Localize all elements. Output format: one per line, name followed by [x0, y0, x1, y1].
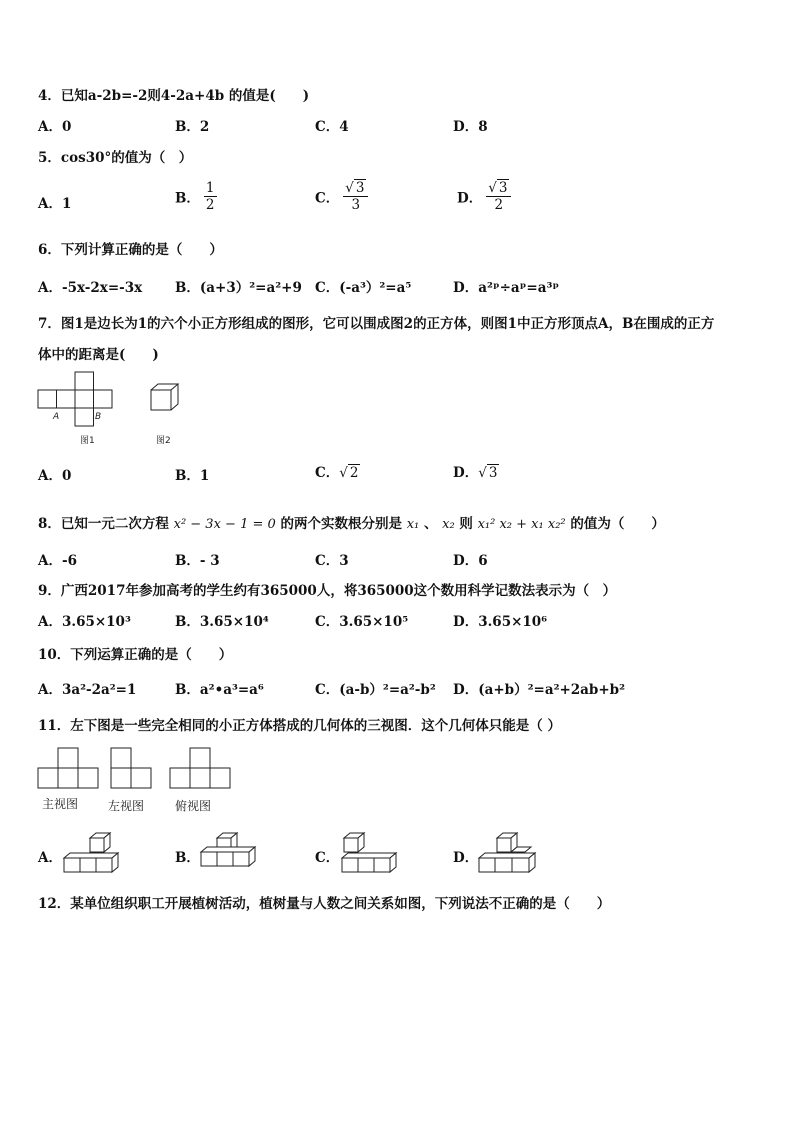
sqrt-radicand: 3 [488, 465, 498, 481]
q10-option-c: C．(a-b）²=a²-b² [315, 682, 436, 698]
cube-top [342, 853, 396, 858]
q5-option-b [175, 180, 217, 213]
sqrt-symbol: √ 3 [488, 180, 508, 196]
q11-option-b-solid [199, 832, 261, 872]
cube-front [495, 858, 512, 872]
cube-front [64, 858, 80, 872]
q10-option-a: A．3a²-2a²=1 [38, 682, 137, 698]
question-11-stem: 11．左下图是一些完全相同的小正方体搭成的几何体的三视图．这个几何体只能是（ ） [38, 718, 561, 734]
q4-option-c: C．4 [315, 119, 349, 135]
cube-front [80, 858, 96, 872]
sqrt-radicand: 2 [349, 465, 359, 481]
q8-stem-then: 则 [459, 516, 473, 532]
q5-option-b-fraction [204, 180, 217, 213]
q4-option-a: A．0 [38, 119, 72, 135]
view-square [131, 768, 151, 788]
question-8-stem [38, 512, 665, 532]
question-7-stem-line2: 体中的距离是( ) [38, 347, 159, 363]
q7-option-c-label: C． [315, 465, 340, 481]
question-6-stem: 6．下列计算正确的是（ ） [38, 242, 223, 258]
q11-option-c: C． [315, 850, 340, 866]
front-view-caption: 主视图 [42, 797, 79, 811]
fraction-numerator: 1 [205, 180, 215, 196]
figure1-caption: 图1 [80, 436, 95, 446]
cube-front [96, 858, 112, 872]
cube-front [358, 858, 374, 872]
fraction-numerator [343, 180, 368, 197]
cube-front [512, 858, 529, 872]
cube-front [233, 852, 249, 866]
sqrt-symbol: √ 3 [345, 180, 365, 196]
cube-front [201, 852, 217, 866]
view-square [111, 748, 131, 768]
q8-stem-suffix: 的值为（ ） [570, 516, 665, 532]
cube-top [201, 847, 255, 852]
view-square [78, 768, 98, 788]
q7-figure2-cube [150, 383, 180, 413]
fraction-denominator: 3 [351, 197, 361, 213]
cube-front [217, 852, 233, 866]
net-square [75, 390, 94, 408]
q5-option-a: A．1 [38, 196, 72, 212]
view-square [210, 768, 230, 788]
net-square [57, 390, 76, 408]
question-5-stem: 5．cos30°的值为（ ） [38, 150, 193, 166]
q7-option-d-label: D． [453, 465, 479, 481]
view-square [38, 768, 58, 788]
q8-stem-prefix: 8．已知一元二次方程 [38, 516, 169, 532]
cube-top-face [151, 384, 178, 390]
q7-option-c [315, 461, 360, 481]
q8-root-x2: x₂ [442, 517, 455, 532]
cube-front [342, 858, 358, 872]
q8-stem-middle: 的两个实数根分别是 [280, 516, 402, 532]
net-square [75, 372, 94, 390]
vertex-label-b: B [95, 412, 102, 422]
q7-option-a: A．0 [38, 468, 72, 484]
q5-option-c-fraction [343, 180, 368, 213]
q11-option-d-solid [477, 832, 539, 872]
fraction-numerator [486, 180, 511, 197]
q8-separator: 、 [423, 516, 438, 532]
q11-option-a: A． [38, 850, 62, 866]
cube-front [479, 858, 495, 872]
q8-equation: x² − 3x − 1 = 0 [173, 517, 276, 532]
q5-option-d-fraction [486, 180, 511, 213]
q6-option-a: A．-5x-2x=-3x [38, 280, 143, 296]
net-square [75, 408, 94, 426]
q11-option-a-solid [62, 832, 124, 872]
q8-expression: x₁² x₂ + x₁ x₂² [477, 517, 566, 532]
q5-option-c-label: C． [315, 190, 340, 207]
question-4-stem: 4．已知a-2b=-2则4-2a+4b 的值是( ) [38, 88, 310, 104]
q5-option-c [315, 180, 368, 213]
view-square [58, 768, 78, 788]
view-square [111, 768, 131, 788]
left-view-diagram [111, 748, 151, 790]
question-9-stem: 9．广西2017年参加高考的学生约有365000人，将365000这个数用科学记数法表示为（ ） [38, 583, 617, 599]
q7-figure1-net [38, 372, 118, 430]
view-square [170, 768, 190, 788]
q6-option-d: D．a²ᵖ÷aᵖ=a³ᵖ [453, 280, 560, 296]
q9-option-d: D．3.65×10⁶ [453, 614, 548, 630]
sqrt-radicand: 3 [498, 180, 508, 196]
net-square [94, 390, 113, 408]
q10-option-b: B．a²•a³=a⁶ [175, 682, 264, 698]
question-7-stem-line1: 7．图1是边长为1的六个小正方形组成的图形，它可以围成图2的正方体，则图1中正方形顶点A，B在围成的正方 [38, 316, 715, 332]
top-view-diagram [170, 748, 230, 790]
q11-option-b: B． [175, 850, 200, 866]
q4-option-b: B．2 [175, 119, 210, 135]
question-10-stem: 10．下列运算正确的是（ ） [38, 647, 233, 663]
q11-option-c-solid [340, 832, 402, 874]
view-square [190, 768, 210, 788]
cube-front [497, 838, 511, 852]
q11-option-d: D． [453, 850, 479, 866]
q10-option-d: D．(a+b）²=a²+2ab+b² [453, 682, 626, 698]
view-square [58, 748, 78, 768]
q6-option-b: B．(a+3）²=a²+9 [175, 280, 302, 296]
vertex-label-a: A [53, 412, 60, 422]
q8-option-c: C．3 [315, 553, 349, 569]
front-view-diagram [38, 748, 98, 790]
top-view-caption: 俯视图 [175, 799, 212, 813]
sqrt-radicand: 3 [355, 180, 365, 196]
q5-option-d [457, 180, 511, 213]
q8-option-a: A．-6 [38, 553, 77, 569]
q5-option-b-label: B． [175, 190, 200, 207]
cube-front [90, 838, 104, 852]
sqrt-symbol: √ 2 [339, 465, 359, 481]
cube-front [344, 838, 358, 852]
question-12-stem: 12．某单位组织职工开展植树活动，植树量与人数之间关系如图，下列说法不正确的是（ ） [38, 896, 611, 912]
q6-option-c: C．(-a³）²=a⁵ [315, 280, 412, 296]
view-square [190, 748, 210, 768]
cube-top [479, 853, 535, 858]
figure2-caption: 图2 [156, 436, 171, 446]
left-view-caption: 左视图 [108, 799, 145, 813]
q8-root-x1: x₁ [406, 517, 420, 532]
cube-top [64, 853, 118, 858]
q4-option-d: D．8 [453, 119, 488, 135]
q7-option-d [453, 461, 499, 481]
cube-front-face [151, 390, 171, 410]
fraction-denominator: 2 [205, 197, 215, 213]
net-square [38, 390, 57, 408]
cube-front [374, 858, 390, 872]
q9-option-b: B．3.65×10⁴ [175, 614, 269, 630]
q7-option-b: B．1 [175, 468, 210, 484]
q9-option-c: C．3.65×10⁵ [315, 614, 409, 630]
q9-option-a: A．3.65×10³ [38, 614, 131, 630]
fraction-denominator: 2 [494, 197, 504, 213]
q8-option-d: D．6 [453, 553, 488, 569]
q8-option-b: B．- 3 [175, 553, 220, 569]
sqrt-symbol: √ 3 [478, 465, 498, 481]
q5-option-d-label: D． [457, 190, 483, 207]
cube-side-face [171, 384, 178, 410]
